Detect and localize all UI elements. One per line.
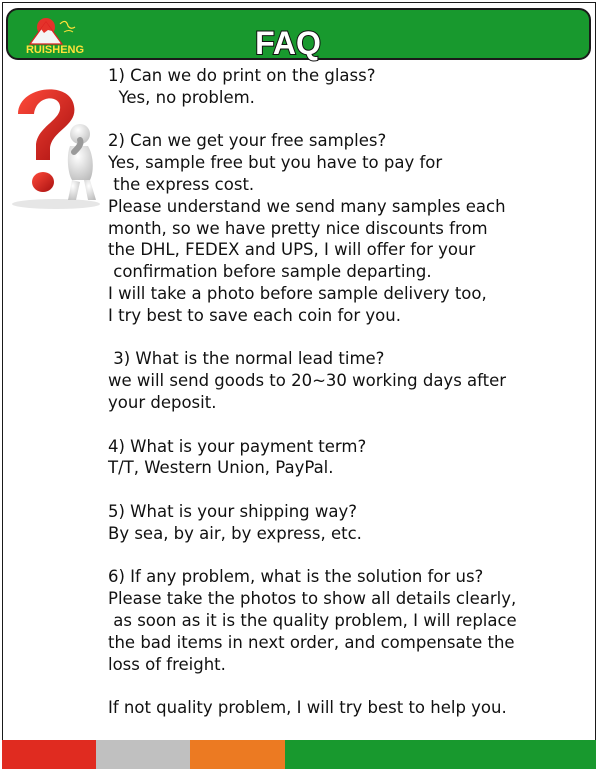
page-title: FAQ: [255, 25, 321, 61]
footer-stripe-gray: [96, 740, 190, 769]
footer-stripe-red: [2, 740, 96, 769]
faq-answer-6-line: loss of freight.: [108, 654, 226, 674]
faq-answer-2-line: I try best to save each coin for you.: [108, 305, 401, 325]
faq-closing-note: If not quality problem, I will try best to help you.: [108, 698, 507, 718]
faq-answer-2-line: the DHL, FEDEX and UPS, I will offer for your: [108, 240, 476, 260]
logo-text: RUISHENG: [25, 44, 85, 56]
faq-question-3: 3) What is the normal lead time?: [108, 349, 385, 369]
faq-answer-3-line: we will send goods to 20~30 working days after: [108, 371, 507, 391]
faq-answer-1-line: Yes, no problem.: [108, 87, 255, 107]
faq-answer-6-line: as soon as it is the quality problem, I will replace: [108, 610, 517, 630]
faq-answer-5-line: By sea, by air, by express, etc.: [108, 523, 362, 543]
faq-content: [108, 65, 578, 719]
faq-answer-2-line: the express cost.: [108, 174, 255, 194]
faq-answer-2-line: month, so we have pretty nice discounts from: [108, 218, 488, 238]
page-title-box: [248, 24, 328, 62]
footer-stripe-green: [285, 740, 596, 769]
footer-color-stripes: [2, 740, 596, 769]
faq-answer-2-line: confirmation before sample departing.: [108, 262, 432, 282]
faq-answer-6-line: Please take the photos to show all details clearly,: [108, 589, 517, 609]
faq-answer-2-line: I will take a photo before sample delivery too,: [108, 283, 487, 303]
faq-answer-3-line: your deposit.: [108, 392, 217, 412]
faq-question-1: 1) Can we do print on the glass?: [108, 66, 376, 85]
faq-answer-2-line: Yes, sample free but you have to pay for: [108, 153, 443, 173]
faq-answer-2-line: Please understand we send many samples each: [108, 196, 506, 216]
faq-answer-4-line: T/T, Western Union, PayPal.: [108, 458, 334, 478]
faq-question-6: 6) If any problem, what is the solution for us?: [108, 567, 484, 587]
question-mark-icon: [8, 76, 104, 211]
faq-question-5: 5) What is your shipping way?: [108, 501, 358, 521]
faq-question-4: 4) What is your payment term?: [108, 436, 367, 456]
ruisheng-logo: [20, 14, 90, 60]
faq-answer-6-line: the bad items in next order, and compensate the: [108, 632, 515, 652]
footer-stripe-orange: [190, 740, 285, 769]
faq-header-bar: [6, 8, 591, 60]
question-mark-figure-illustration: [8, 76, 104, 211]
faq-question-2: 2) Can we get your free samples?: [108, 131, 387, 151]
